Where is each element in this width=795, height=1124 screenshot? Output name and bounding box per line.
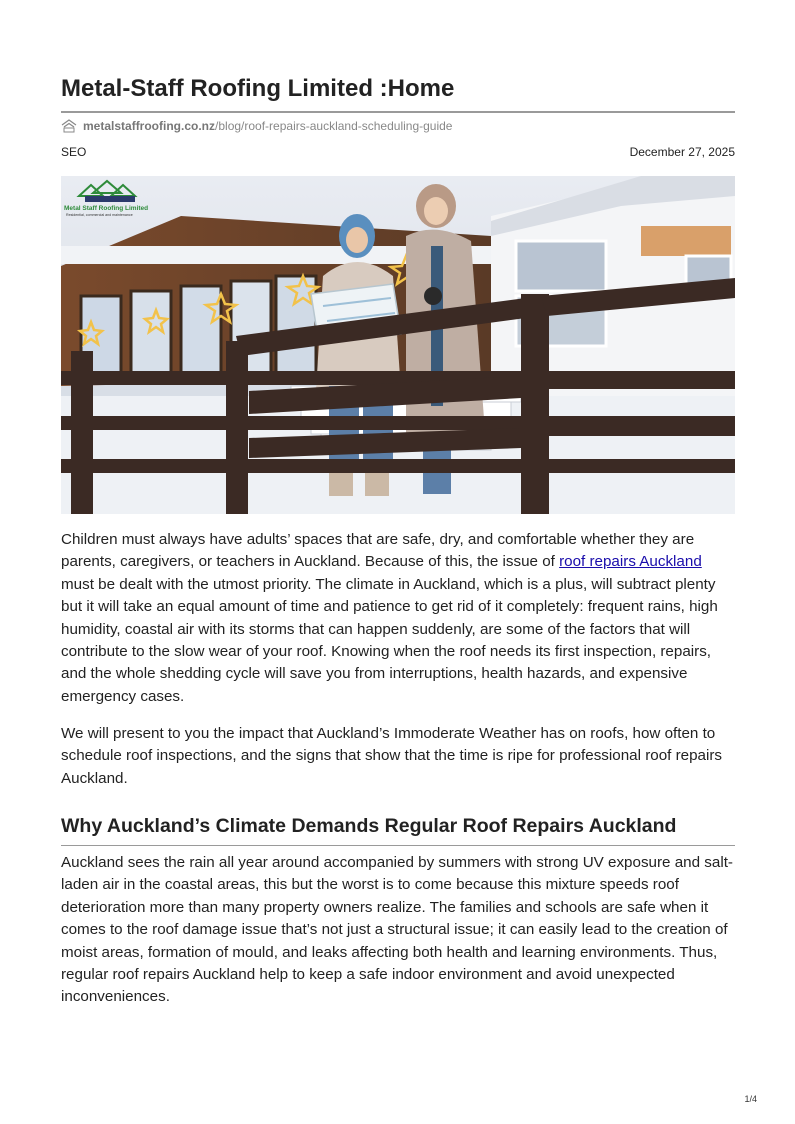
logo-tagline: Residential, commercial and maintenance [66,213,133,217]
intro-paragraph: Children must always have adults’ spaces that are safe, dry, and comfortable whether they are parents, caregivers, or teachers in Auckland. Because of this, the issue of roof repairs Auckland must be dealt with the utmost priority. The climate in Auckland, which is a plus, will subtract plenty but it will take an equal amount of time and patience to get rid of it completely: frequent rains, high humidity, coastal air with its storms that can happen suddenly, are some of the factors that will contribute to the slow wear of your roof. Knowing when the roof needs its first inspection, repairs, and the whole shedding cycle will save you from interruptions, health hazards, and expensive emergency cases. [61,531,718,705]
url-path: /blog/roof-repairs-auckland-scheduling-guide [215,119,453,133]
section-divider [61,845,735,846]
roof-repairs-auckland-link[interactable]: roof repairs Auckland [559,553,702,571]
site-favicon-icon [61,119,77,133]
section-heading: Why Auckland’s Climate Demands Regular Roof Repairs Auckland [61,815,677,837]
company-logo [61,176,151,221]
page-number: 1/4 [744,1094,757,1104]
hero-photo [61,176,735,514]
logo-title: Metal Staff Roofing Limited [64,205,149,212]
category-label: SEO [61,145,87,159]
hero-image [61,176,735,514]
climate-paragraph: Auckland sees the rain all year around accompanied by summers with strong UV exposure and salt-laden air in the coastal areas, this but the worst is to come because this mixture speeds roof deterioration more than many property owners realize. The families and schools are safe when it comes to the roof damage issue that’s not just a structural issue; it can easily lead to the creation of moist areas, formation of mould, and leaks affecting both health and learning environments. Thus, regular roof repairs Auckland help to keep a safe indoor environment and avoid unexpected inconveniences. [61,854,733,1006]
publish-date: December 27, 2025 [629,145,735,159]
page-title: Metal-Staff Roofing Limited :Home [61,75,455,102]
title-divider [61,111,735,113]
source-url[interactable] [61,119,452,133]
second-paragraph: We will present to you the impact that Auckland’s Immoderate Weather has on roofs, how often to schedule roof inspections, and the signs that show that the time is ripe for professional roof repairs Auckland. [61,725,723,787]
meta-row [61,145,735,159]
url-domain: metalstaffroofing.co.nz [83,119,216,133]
